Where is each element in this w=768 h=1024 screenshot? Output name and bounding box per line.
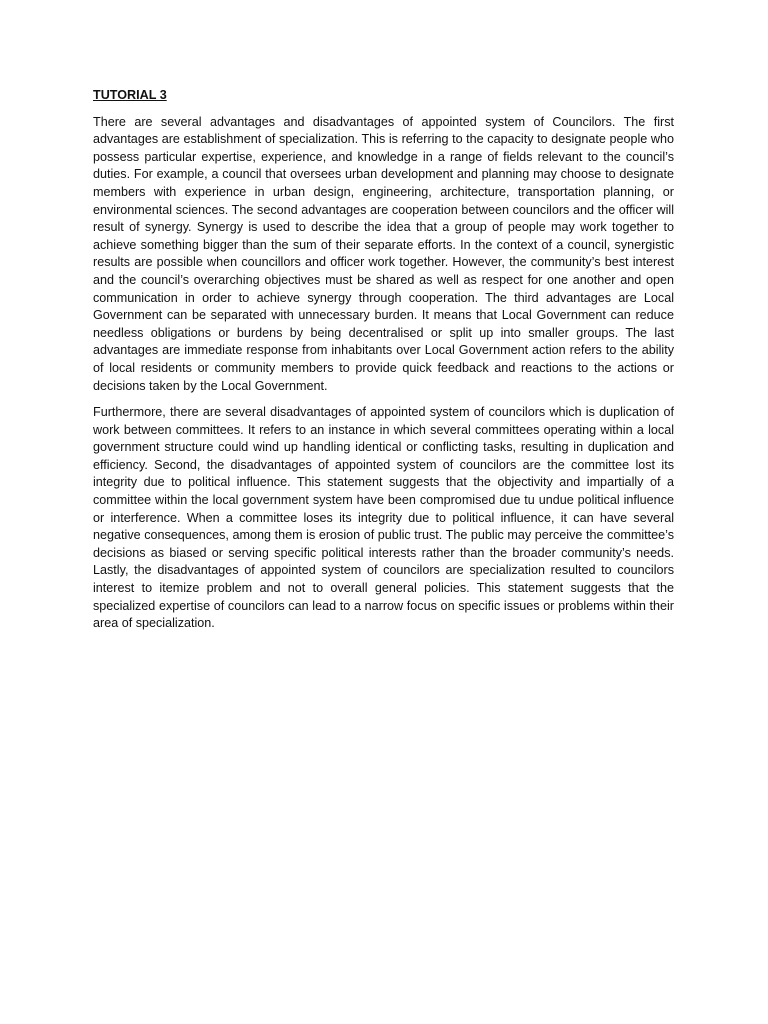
document-title: TUTORIAL 3 — [93, 88, 167, 102]
paragraph-advantages: There are several advantages and disadvantages of appointed system of Councilors. The first advantages are establishment of specialization. This is referring to the capacity to designate people who possess particular expertise, experience, and knowledge in a range of fields relevant to the council’s duties. For example, a council that oversees urban development and planning may choose to designate members with experience in urban design, engineering, architecture, transportation planning, or environmental sciences. The second advantages are cooperation between councilors and the officer will result of synergy. Synergy is used to describe the idea that a group of people may work together to achieve something bigger than the sum of their separate efforts. In the context of a council, synergistic results are possible when councillors and officer work together. However, the community’s best interest and the council’s overarching objectives must be shared as well as respect for one another and open communication in order to achieve synergy through cooperation. The third advantages are Local Government can be separated with unnecessary burden. It means that Local Government can reduce needless obligations or burdens by being decentralised or split up into smaller groups. The last advantages are immediate response from inhabitants over Local Government action refers to the ability of local residents or community members to provide quick feedback and reactions to the actions or decisions taken by the Local Government. — [93, 114, 674, 393]
document-body — [93, 87, 674, 642]
paragraph-disadvantages: Furthermore, there are several disadvantages of appointed system of councilors which is duplication of work between committees. It refers to an instance in which several committees operating within a local government structure could wind up handling identical or conflicting tasks, resulting in duplication and efficiency. Second, the disadvantages of appointed system of councilors are the committee lost its integrity due to political influence. This statement suggests that the objectivity and impartially of a committee within the local government system have been compromised due tu undue political influence or interference. When a committee loses its integrity due to political influence, it can have several negative consequences, among them is erosion of public trust. The public may perceive the committee’s decisions as biased or serving specific political interests rather than the broader community’s needs. Lastly, the disadvantages of appointed system of councilors are specialization resulted to councilors interest to itemize problem and not to overall general policies. This statement suggests that the specialized expertise of councilors can lead to a narrow focus on specific issues or problems within their area of specialization. — [93, 405, 674, 631]
